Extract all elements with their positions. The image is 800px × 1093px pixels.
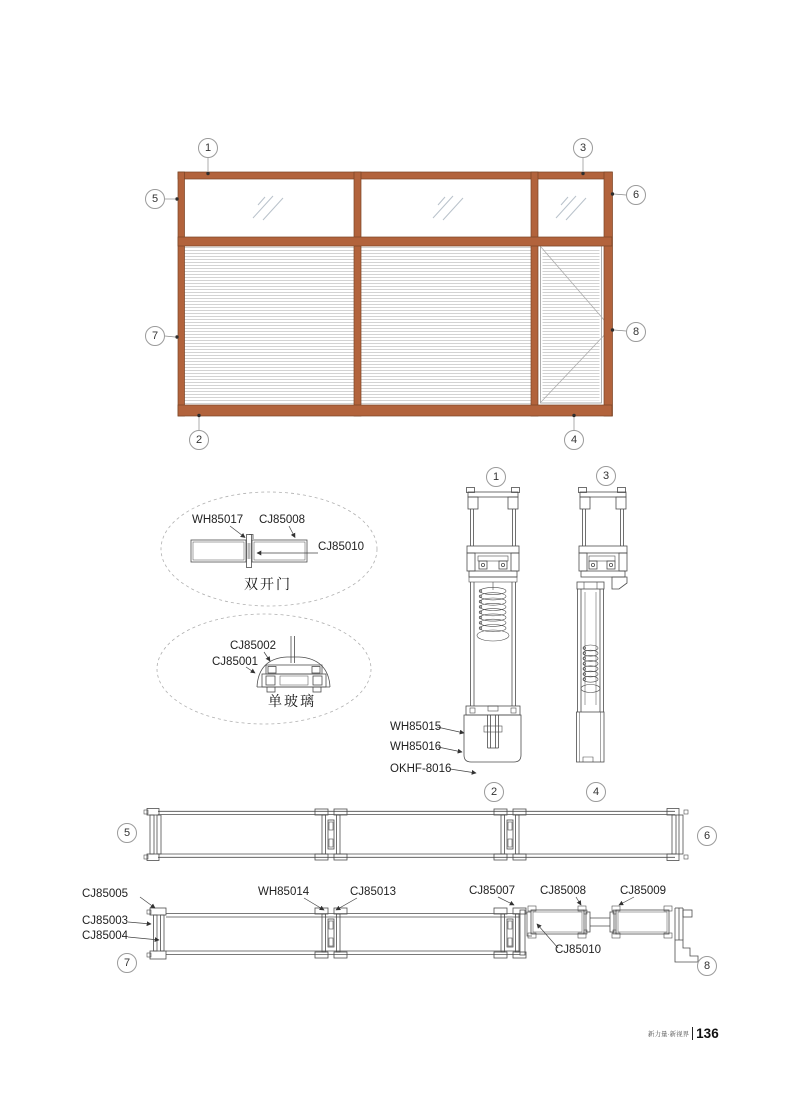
label-cj85013: CJ85013 <box>350 886 397 898</box>
label-r2-cj85010: CJ85010 <box>555 944 602 956</box>
elevation-callout-2: 2 <box>189 430 209 450</box>
label-dd-cj85010: CJ85010 <box>318 541 365 553</box>
section-marker-6: 6 <box>697 826 717 846</box>
caption-single-glass: 单玻璃 <box>268 693 316 709</box>
elevation-callout-5: 5 <box>145 189 165 209</box>
section-marker-7: 7 <box>117 953 137 973</box>
horizontal-section-5-6 <box>144 809 688 861</box>
label-cj85002: CJ85002 <box>230 640 277 652</box>
elevation-callout-1: 1 <box>198 138 218 158</box>
elevation-callout-7: 7 <box>145 326 165 346</box>
section-marker-1: 1 <box>486 467 506 487</box>
label-dd-cj85008: CJ85008 <box>259 514 306 526</box>
label-wh85014: WH85014 <box>258 886 310 898</box>
label-okhf-8016: OKHF-8016 <box>390 763 452 775</box>
label-wh85017: WH85017 <box>192 514 244 526</box>
elevation-callout-8: 8 <box>626 322 646 342</box>
label-cj85001: CJ85001 <box>212 656 259 668</box>
label-r2-cj85008: CJ85008 <box>540 885 587 897</box>
label-wh85016: WH85016 <box>390 741 442 753</box>
caption-double-door: 双开门 <box>244 576 292 592</box>
elevation-callout-3: 3 <box>573 138 593 158</box>
section-marker-8: 8 <box>697 956 717 976</box>
elevation-callout-4: 4 <box>564 430 584 450</box>
label-cj85009: CJ85009 <box>620 885 667 897</box>
footer-slogan: 新力量·新视界 <box>648 1031 690 1038</box>
elevation-callout-6: 6 <box>626 185 646 205</box>
vertical-section-1-2 <box>437 488 521 774</box>
label-cj85007: CJ85007 <box>469 885 516 897</box>
section-marker-3: 3 <box>596 466 616 486</box>
section-marker-2: 2 <box>484 782 504 802</box>
section-marker-4: 4 <box>586 782 606 802</box>
label-cj85005: CJ85005 <box>82 888 129 900</box>
label-wh85015: WH85015 <box>390 721 442 733</box>
footer-page-number: 136 <box>692 1027 719 1040</box>
page-footer <box>648 1027 719 1040</box>
elevation-drawing <box>165 158 626 430</box>
horizontal-section-7-8 <box>128 897 698 962</box>
vertical-section-3-4 <box>577 488 628 763</box>
label-cj85004: CJ85004 <box>82 930 129 942</box>
label-cj85003: CJ85003 <box>82 915 129 927</box>
section-marker-5: 5 <box>117 823 137 843</box>
detail-single-glass <box>157 614 371 724</box>
